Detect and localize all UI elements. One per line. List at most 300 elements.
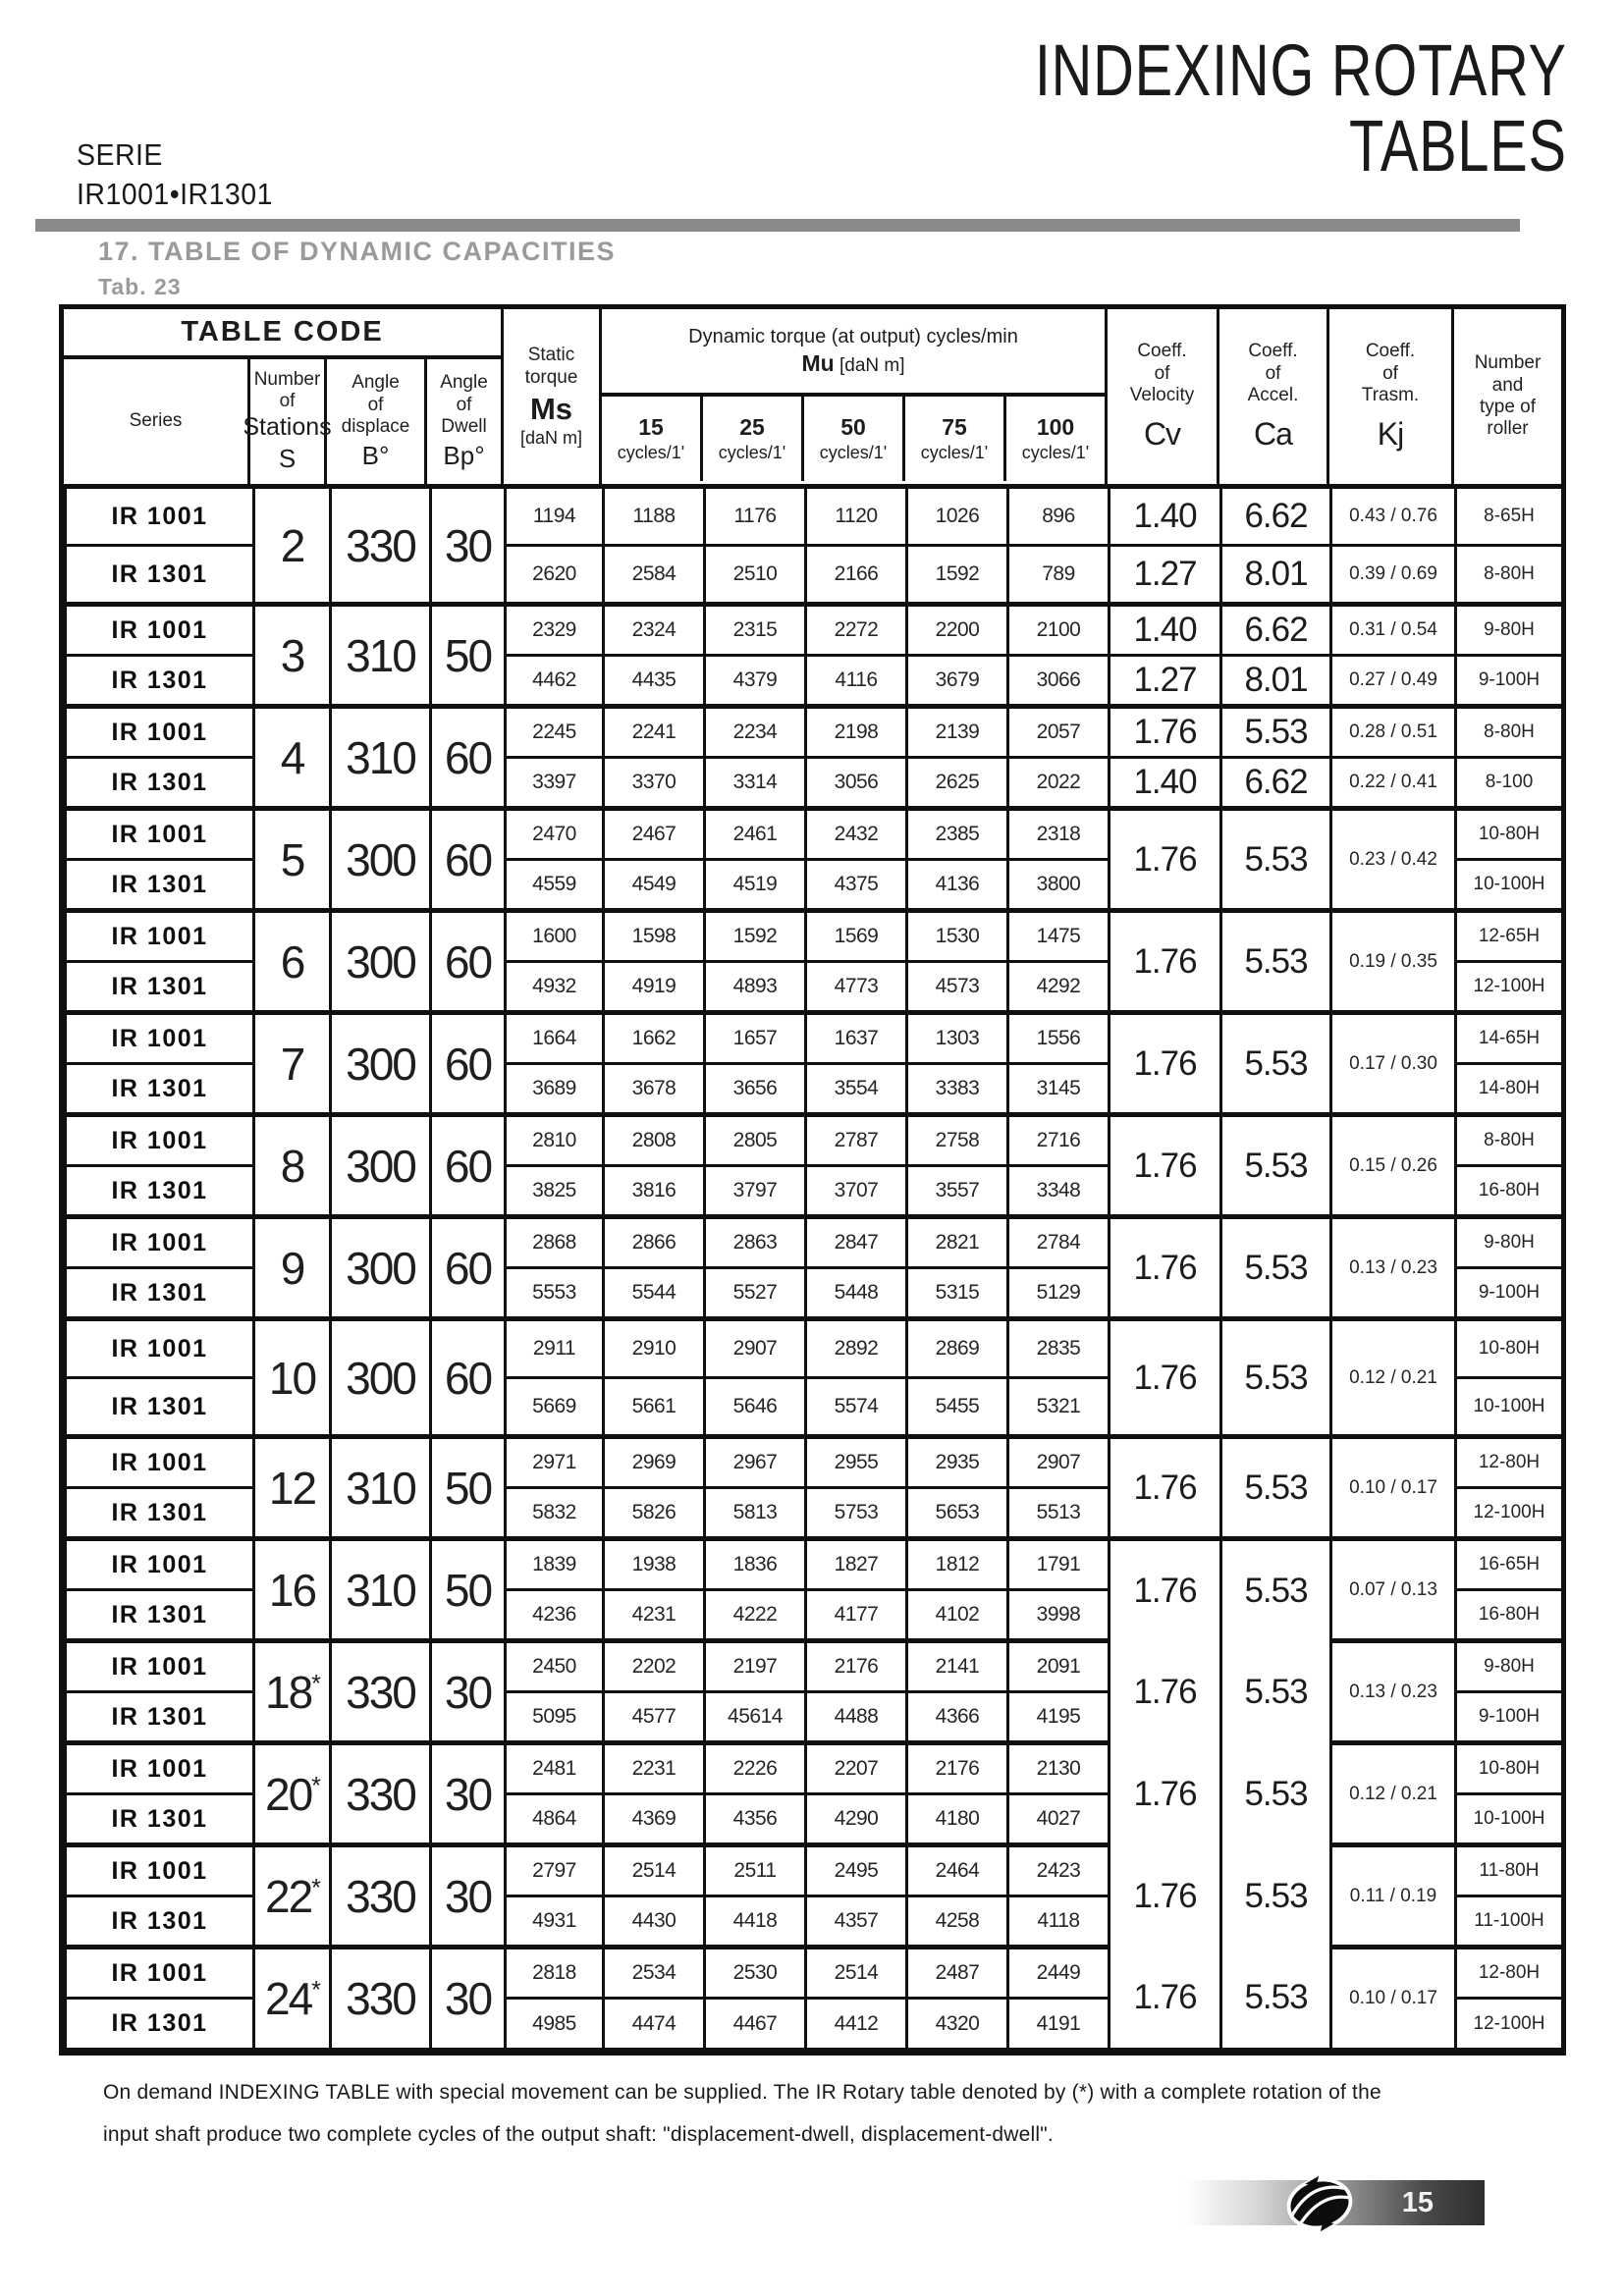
header-cycles-25: 25 cycles/1': [703, 397, 804, 481]
kj-cell: 0.28 / 0.51: [1331, 707, 1456, 758]
header-cycles-100: 100 cycles/1': [1021, 414, 1090, 462]
torque-cell: 3554: [806, 1064, 907, 1115]
header-coeff-trasm: Coeff. of Trasm. Kj: [1329, 309, 1454, 484]
ca-cell: 8.01: [1221, 656, 1331, 707]
series-cell: IR 1001: [66, 487, 254, 546]
static-torque-cell: 2818: [506, 1948, 604, 1999]
torque-cell: 2967: [705, 1437, 806, 1488]
static-torque-cell: 2797: [506, 1845, 604, 1896]
torque-cell: 2821: [907, 1217, 1008, 1268]
torque-cell: 2241: [604, 707, 705, 758]
static-torque-cell: 2329: [506, 605, 604, 656]
torque-cell: 2625: [907, 758, 1008, 809]
torque-cell: 4412: [806, 1999, 907, 2050]
series-cell: IR 1301: [66, 1166, 254, 1217]
torque-cell: 5513: [1008, 1488, 1110, 1539]
table-row: [66, 1743, 1563, 1794]
series-cell: IR 1301: [66, 1488, 254, 1539]
header-angle-displace: Angle of displace B°: [327, 359, 427, 484]
torque-cell: 4919: [604, 962, 705, 1013]
roller-cell: 16-80H: [1456, 1166, 1563, 1217]
torque-cell: 4356: [705, 1794, 806, 1845]
static-torque-cell: 2245: [506, 707, 604, 758]
torque-cell: 2234: [705, 707, 806, 758]
static-torque-cell: 4931: [506, 1896, 604, 1948]
torque-cell: 4366: [907, 1692, 1008, 1743]
ca-cell: 5.53: [1221, 809, 1331, 911]
series-cell: IR 1301: [66, 1064, 254, 1115]
kj-cell: 0.13 / 0.23: [1331, 1641, 1456, 1743]
torque-cell: 2892: [806, 1319, 907, 1378]
torque-cell: 2464: [907, 1845, 1008, 1896]
torque-cell: 4027: [1008, 1794, 1110, 1845]
ca-cell: 6.62: [1221, 605, 1331, 656]
ca-cell: 5.53: [1221, 1948, 1331, 2050]
roller-cell: 9-100H: [1456, 1268, 1563, 1319]
torque-cell: 5826: [604, 1488, 705, 1539]
stations-cell: 12: [254, 1437, 331, 1539]
torque-cell: 5646: [705, 1378, 806, 1437]
static-torque-cell: 2868: [506, 1217, 604, 1268]
stations-cell: 22*: [254, 1845, 331, 1948]
ca-cell: 6.62: [1221, 758, 1331, 809]
roller-cell: 12-100H: [1456, 1999, 1563, 2050]
roller-cell: 10-100H: [1456, 860, 1563, 911]
roller-cell: 12-100H: [1456, 1488, 1563, 1539]
header-coeff-velocity: Coeff. of Velocity Cv: [1108, 309, 1219, 484]
angle-dwell-cell: 50: [431, 1539, 506, 1641]
torque-cell: 4258: [907, 1896, 1008, 1948]
static-torque-cell: 2810: [506, 1115, 604, 1166]
torque-cell: 1592: [907, 546, 1008, 605]
header-static-torque: Static torque Ms [daN m]: [504, 309, 602, 484]
static-torque-cell: 2620: [506, 546, 604, 605]
series-cell: IR 1001: [66, 1845, 254, 1896]
series-cell: IR 1001: [66, 1641, 254, 1692]
cv-cell: 1.76: [1110, 911, 1221, 1013]
roller-cell: 11-100H: [1456, 1896, 1563, 1948]
series-cell: IR 1001: [66, 1948, 254, 1999]
torque-cell: 5544: [604, 1268, 705, 1319]
footnote-line2: input shaft produce two complete cycles of the output shaft: "displacement-dwell, displacement-dwell".: [103, 2123, 1054, 2147]
table-row: [66, 1217, 1563, 1268]
torque-cell: 4573: [907, 962, 1008, 1013]
torque-cell: 5315: [907, 1268, 1008, 1319]
torque-cell: 2514: [604, 1845, 705, 1896]
angle-dwell-cell: 60: [431, 809, 506, 911]
torque-cell: 2935: [907, 1437, 1008, 1488]
torque-cell: 1827: [806, 1539, 907, 1590]
roller-cell: 10-80H: [1456, 1319, 1563, 1378]
static-torque-cell: 3689: [506, 1064, 604, 1115]
torque-cell: 4375: [806, 860, 907, 911]
page-title-line2: TABLES: [1349, 104, 1567, 187]
cv-cell: 1.76: [1110, 1319, 1221, 1437]
torque-cell: 5574: [806, 1378, 907, 1437]
footnote-line1: On demand INDEXING TABLE with special movement can be supplied. The IR Rotary table denoted by (*) with a complete rotation of the: [103, 2081, 1381, 2104]
ca-cell: 5.53: [1221, 1437, 1331, 1539]
torque-cell: 3145: [1008, 1064, 1110, 1115]
torque-cell: 2530: [705, 1948, 806, 1999]
angle-displace-cell: 310: [331, 1437, 431, 1539]
roller-cell: 10-80H: [1456, 1743, 1563, 1794]
roller-cell: 8-65H: [1456, 487, 1563, 546]
ca-cell: 5.53: [1221, 1217, 1331, 1319]
roller-cell: 11-80H: [1456, 1845, 1563, 1896]
ca-cell: 8.01: [1221, 546, 1331, 605]
static-torque-cell: 2481: [506, 1743, 604, 1794]
torque-cell: 5129: [1008, 1268, 1110, 1319]
torque-cell: 2202: [604, 1641, 705, 1692]
kj-cell: 0.22 / 0.41: [1331, 758, 1456, 809]
table-row: [66, 809, 1563, 860]
torque-cell: 1662: [604, 1013, 705, 1064]
header-roller: Number and type of roller: [1474, 352, 1542, 440]
torque-cell: 1569: [806, 911, 907, 962]
ca-cell: 5.53: [1221, 911, 1331, 1013]
static-torque-cell: 4236: [506, 1590, 604, 1641]
kj-cell: 0.12 / 0.21: [1331, 1319, 1456, 1437]
stations-cell: 6: [254, 911, 331, 1013]
torque-cell: 2432: [806, 809, 907, 860]
header-coeff-accel: Coeff. of Accel. Ca: [1219, 309, 1329, 484]
series-cell: IR 1301: [66, 1692, 254, 1743]
torque-cell: 2198: [806, 707, 907, 758]
series-cell: IR 1001: [66, 1539, 254, 1590]
torque-cell: 4195: [1008, 1692, 1110, 1743]
stations-cell: 5: [254, 809, 331, 911]
serie-label: SERIE: [77, 137, 163, 172]
series-cell: IR 1301: [66, 1794, 254, 1845]
torque-cell: 3314: [705, 758, 806, 809]
table-row: [66, 1948, 1563, 1999]
kj-cell: 0.15 / 0.26: [1331, 1115, 1456, 1217]
capacity-table-grid: [64, 484, 1564, 2051]
page-footer-bar: [1183, 2180, 1485, 2225]
torque-cell: 3383: [907, 1064, 1008, 1115]
static-torque-cell: 5095: [506, 1692, 604, 1743]
torque-cell: 2315: [705, 605, 806, 656]
angle-displace-cell: 300: [331, 1319, 431, 1437]
torque-cell: 5813: [705, 1488, 806, 1539]
header-cycles-15: 15 cycles/1': [602, 397, 703, 481]
torque-cell: 2784: [1008, 1217, 1110, 1268]
angle-displace-cell: 300: [331, 1115, 431, 1217]
roller-cell: 12-100H: [1456, 962, 1563, 1013]
roller-cell: 9-80H: [1456, 1217, 1563, 1268]
angle-displace-cell: 300: [331, 1217, 431, 1319]
angle-displace-cell: 330: [331, 487, 431, 605]
table-area: [59, 304, 1566, 2156]
torque-cell: 2449: [1008, 1948, 1110, 1999]
table-row: [66, 1319, 1563, 1378]
torque-cell: 1026: [907, 487, 1008, 546]
static-torque-cell: 2971: [506, 1437, 604, 1488]
angle-displace-cell: 330: [331, 1845, 431, 1948]
kj-cell: 0.11 / 0.19: [1331, 1845, 1456, 1948]
static-torque-cell: 3397: [506, 758, 604, 809]
series-cell: IR 1001: [66, 1437, 254, 1488]
roller-cell: 9-100H: [1456, 656, 1563, 707]
torque-cell: 4320: [907, 1999, 1008, 2050]
torque-cell: 2863: [705, 1217, 806, 1268]
roller-cell: 10-100H: [1456, 1378, 1563, 1437]
torque-cell: 2907: [1008, 1437, 1110, 1488]
angle-dwell-cell: 60: [431, 1013, 506, 1115]
torque-cell: 1188: [604, 487, 705, 546]
static-torque-cell: 1600: [506, 911, 604, 962]
cv-cell: 1.76: [1110, 1641, 1221, 1743]
series-cell: IR 1001: [66, 809, 254, 860]
torque-cell: 2141: [907, 1641, 1008, 1692]
series-cell: IR 1001: [66, 707, 254, 758]
angle-dwell-cell: 30: [431, 1845, 506, 1948]
roller-cell: 16-65H: [1456, 1539, 1563, 1590]
cv-cell: 1.76: [1110, 1013, 1221, 1115]
roller-cell: 14-80H: [1456, 1064, 1563, 1115]
torque-cell: 3557: [907, 1166, 1008, 1217]
table-row: [66, 1539, 1563, 1590]
stations-cell: 20*: [254, 1743, 331, 1845]
stations-cell: 10: [254, 1319, 331, 1437]
torque-cell: 3800: [1008, 860, 1110, 911]
static-torque-cell: 5832: [506, 1488, 604, 1539]
angle-dwell-cell: 50: [431, 605, 506, 707]
torque-cell: 4474: [604, 1999, 705, 2050]
ca-cell: 6.62: [1221, 487, 1331, 546]
header-dynamic-torque: Dynamic torque (at output) cycles/min Mu [daN m] 15 cycles/1' 25 cycles/1' 50 cycles/1' 75 cycles/1' 100 cycles/1': [602, 309, 1108, 484]
torque-cell: 2866: [604, 1217, 705, 1268]
torque-cell: 3656: [705, 1064, 806, 1115]
series-cell: IR 1001: [66, 1115, 254, 1166]
header-cycles-75: 75 cycles/1': [905, 397, 1006, 481]
torque-cell: 1637: [806, 1013, 907, 1064]
torque-cell: 5321: [1008, 1378, 1110, 1437]
kj-cell: 0.10 / 0.17: [1331, 1948, 1456, 2050]
torque-cell: 3370: [604, 758, 705, 809]
static-torque-cell: 1194: [506, 487, 604, 546]
stations-cell: 8: [254, 1115, 331, 1217]
torque-cell: 3678: [604, 1064, 705, 1115]
roller-cell: 12-65H: [1456, 911, 1563, 962]
torque-cell: 4180: [907, 1794, 1008, 1845]
static-torque-cell: 4462: [506, 656, 604, 707]
torque-cell: 4118: [1008, 1896, 1110, 1948]
roller-cell: 14-65H: [1456, 1013, 1563, 1064]
cv-cell: 1.40: [1110, 758, 1221, 809]
torque-cell: 2226: [705, 1743, 806, 1794]
torque-cell: 2176: [806, 1641, 907, 1692]
static-torque-cell: 4985: [506, 1999, 604, 2050]
angle-displace-cell: 330: [331, 1743, 431, 1845]
roller-cell: 9-80H: [1456, 1641, 1563, 1692]
torque-cell: 789: [1008, 546, 1110, 605]
roller-cell: 9-100H: [1456, 1692, 1563, 1743]
torque-cell: 1303: [907, 1013, 1008, 1064]
footnote: [103, 2071, 1566, 2156]
kj-cell: 0.39 / 0.69: [1331, 546, 1456, 605]
torque-cell: 2423: [1008, 1845, 1110, 1896]
torque-cell: 4577: [604, 1692, 705, 1743]
roller-cell: 12-80H: [1456, 1948, 1563, 1999]
torque-cell: 2955: [806, 1437, 907, 1488]
torque-cell: 2200: [907, 605, 1008, 656]
torque-cell: 4773: [806, 962, 907, 1013]
series-cell: IR 1301: [66, 1268, 254, 1319]
series-cell: IR 1301: [66, 1896, 254, 1948]
torque-cell: 4519: [705, 860, 806, 911]
static-torque-cell: 2911: [506, 1319, 604, 1378]
torque-cell: 4430: [604, 1896, 705, 1948]
torque-cell: 1530: [907, 911, 1008, 962]
torque-cell: 4177: [806, 1590, 907, 1641]
kj-cell: 0.10 / 0.17: [1331, 1437, 1456, 1539]
torque-cell: 1836: [705, 1539, 806, 1590]
torque-cell: 2584: [604, 546, 705, 605]
torque-cell: 2139: [907, 707, 1008, 758]
table-row: [66, 1115, 1563, 1166]
torque-cell: 2510: [705, 546, 806, 605]
roller-cell: 10-80H: [1456, 809, 1563, 860]
angle-dwell-cell: 30: [431, 487, 506, 605]
stations-cell: 4: [254, 707, 331, 809]
ca-cell: 5.53: [1221, 1013, 1331, 1115]
torque-cell: 4379: [705, 656, 806, 707]
torque-cell: 1657: [705, 1013, 806, 1064]
torque-cell: 5448: [806, 1268, 907, 1319]
torque-cell: 3998: [1008, 1590, 1110, 1641]
divider-bar: [35, 219, 1520, 232]
kj-cell: 0.17 / 0.30: [1331, 1013, 1456, 1115]
kj-cell: 0.12 / 0.21: [1331, 1743, 1456, 1845]
torque-cell: 1475: [1008, 911, 1110, 962]
series-cell: IR 1301: [66, 546, 254, 605]
brand-logo-icon: [1281, 2166, 1358, 2241]
series-cell: IR 1301: [66, 1999, 254, 2050]
torque-cell: 1938: [604, 1539, 705, 1590]
torque-cell: 2910: [604, 1319, 705, 1378]
series-cell: IR 1301: [66, 962, 254, 1013]
torque-cell: 2467: [604, 809, 705, 860]
roller-cell: 16-80H: [1456, 1590, 1563, 1641]
torque-cell: 2176: [907, 1743, 1008, 1794]
kj-cell: 0.19 / 0.35: [1331, 911, 1456, 1013]
series-cell: IR 1301: [66, 656, 254, 707]
torque-cell: 3066: [1008, 656, 1110, 707]
roller-cell: 8-80H: [1456, 546, 1563, 605]
torque-cell: 1592: [705, 911, 806, 962]
roller-cell: 10-100H: [1456, 1794, 1563, 1845]
torque-cell: 4222: [705, 1590, 806, 1641]
torque-cell: 1120: [806, 487, 907, 546]
torque-cell: 1598: [604, 911, 705, 962]
table-header: [64, 309, 1561, 484]
cv-cell: 1.76: [1110, 1217, 1221, 1319]
cv-cell: 1.76: [1110, 809, 1221, 911]
angle-displace-cell: 300: [331, 809, 431, 911]
stations-cell: 9: [254, 1217, 331, 1319]
torque-cell: 2487: [907, 1948, 1008, 1999]
torque-cell: 2907: [705, 1319, 806, 1378]
roller-cell: 12-80H: [1456, 1437, 1563, 1488]
torque-cell: 2805: [705, 1115, 806, 1166]
torque-cell: 2534: [604, 1948, 705, 1999]
torque-cell: 2231: [604, 1743, 705, 1794]
stations-cell: 16: [254, 1539, 331, 1641]
stations-cell: 2: [254, 487, 331, 605]
torque-cell: 1556: [1008, 1013, 1110, 1064]
angle-displace-cell: 300: [331, 1013, 431, 1115]
angle-dwell-cell: 30: [431, 1743, 506, 1845]
angle-displace-cell: 330: [331, 1641, 431, 1743]
stations-cell: 7: [254, 1013, 331, 1115]
roller-cell: 8-80H: [1456, 707, 1563, 758]
kj-cell: 0.31 / 0.54: [1331, 605, 1456, 656]
table-row: [66, 1437, 1563, 1488]
torque-cell: 2808: [604, 1115, 705, 1166]
static-torque-cell: 2450: [506, 1641, 604, 1692]
ca-cell: 5.53: [1221, 1845, 1331, 1948]
torque-cell: 2511: [705, 1845, 806, 1896]
table-label: Tab. 23: [98, 274, 182, 299]
torque-cell: 4292: [1008, 962, 1110, 1013]
torque-cell: 5455: [907, 1378, 1008, 1437]
torque-cell: 3707: [806, 1166, 907, 1217]
table-row: [66, 1013, 1563, 1064]
static-torque-cell: 5553: [506, 1268, 604, 1319]
cv-cell: 1.40: [1110, 605, 1221, 656]
serie-block: [77, 135, 273, 215]
kj-cell: 0.07 / 0.13: [1331, 1539, 1456, 1641]
kj-cell: 0.23 / 0.42: [1331, 809, 1456, 911]
torque-cell: 2100: [1008, 605, 1110, 656]
torque-cell: 2869: [907, 1319, 1008, 1378]
angle-dwell-cell: 60: [431, 911, 506, 1013]
table-row: [66, 1845, 1563, 1896]
torque-cell: 2787: [806, 1115, 907, 1166]
torque-cell: 2207: [806, 1743, 907, 1794]
cv-cell: 1.76: [1110, 707, 1221, 758]
angle-displace-cell: 310: [331, 707, 431, 809]
torque-cell: 1812: [907, 1539, 1008, 1590]
torque-cell: 2197: [705, 1641, 806, 1692]
page-title: [1035, 29, 1567, 187]
torque-cell: 3348: [1008, 1166, 1110, 1217]
table-row: [66, 1641, 1563, 1692]
capacity-table: [59, 304, 1566, 2056]
section-heading: 17. TABLE OF DYNAMIC CAPACITIES: [98, 237, 617, 266]
angle-displace-cell: 310: [331, 1539, 431, 1641]
series-cell: IR 1301: [66, 860, 254, 911]
torque-cell: 4369: [604, 1794, 705, 1845]
static-torque-cell: 1664: [506, 1013, 604, 1064]
torque-cell: 4231: [604, 1590, 705, 1641]
torque-cell: 3679: [907, 656, 1008, 707]
static-torque-cell: 4559: [506, 860, 604, 911]
torque-cell: 4467: [705, 1999, 806, 2050]
torque-cell: 2022: [1008, 758, 1110, 809]
ca-cell: 5.53: [1221, 1539, 1331, 1641]
series-cell: IR 1001: [66, 1013, 254, 1064]
torque-cell: 3797: [705, 1166, 806, 1217]
series-cell: IR 1001: [66, 1217, 254, 1268]
torque-cell: 45614: [705, 1692, 806, 1743]
torque-cell: 4488: [806, 1692, 907, 1743]
torque-cell: 896: [1008, 487, 1110, 546]
static-torque-cell: 3825: [506, 1166, 604, 1217]
page-title-line1: INDEXING ROTARY: [1035, 29, 1567, 111]
torque-cell: 1791: [1008, 1539, 1110, 1590]
